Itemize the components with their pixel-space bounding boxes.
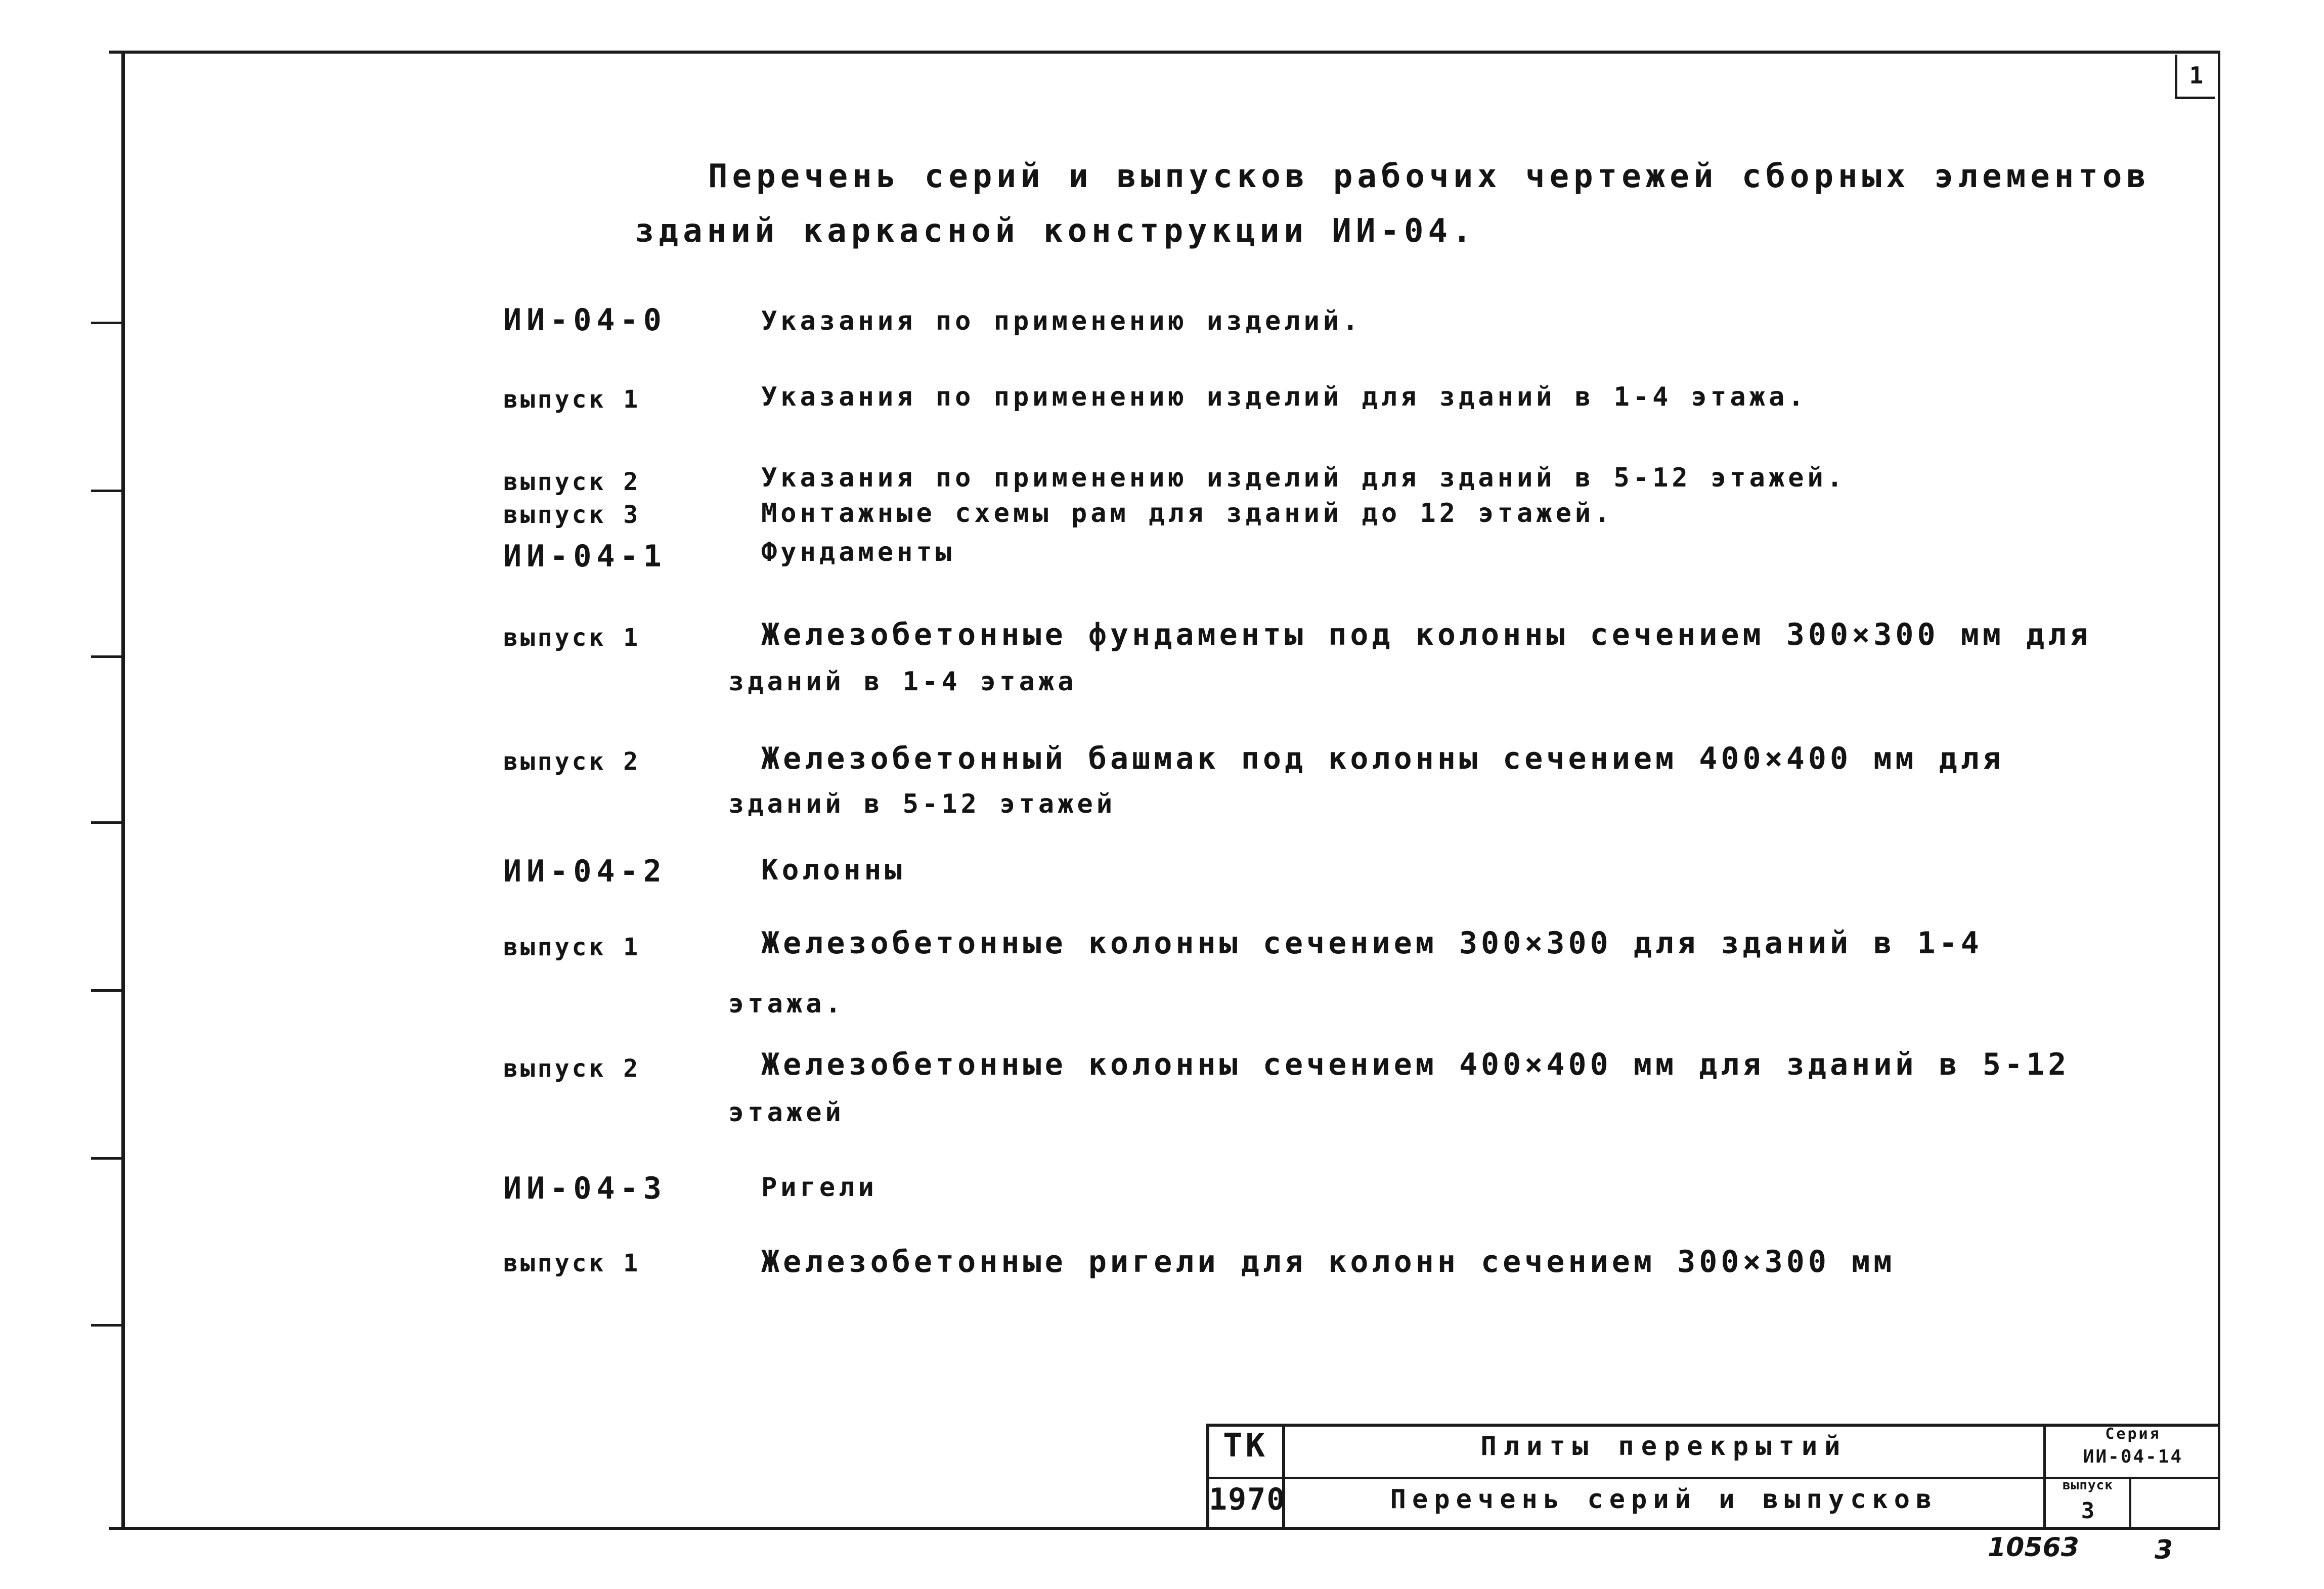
entry-description: Монтажные схемы рам для зданий до 12 этажей.	[761, 498, 1614, 528]
issue-value: 3	[2081, 1498, 2095, 1524]
title-block-divider	[2043, 1424, 2046, 1530]
entry-code: выпуск 1	[503, 1249, 641, 1277]
entry-description: Указания по применению изделий для зданий в 5-12 этажей.	[761, 463, 1847, 493]
entry-description: Железобетонный башмак под колонны сечением 400×400 мм для	[761, 741, 2005, 776]
margin-tick	[91, 490, 122, 492]
entry-description: Железобетонные колонны сечением 400×400 мм для зданий в 5-12	[761, 1047, 2070, 1082]
drawing-name: Плиты перекрытий	[1480, 1431, 1848, 1462]
entry-code: выпуск 2	[503, 1054, 641, 1083]
drawing-frame	[121, 51, 2220, 1530]
margin-tick	[91, 1324, 122, 1327]
margin-tick	[91, 989, 122, 992]
entry-description-continued: зданий в 5-12 этажей	[728, 789, 1116, 819]
entry-description: Железобетонные фундаменты под колонны сечением 300×300 мм для	[761, 617, 2092, 652]
frame-top-rule	[109, 51, 124, 54]
entry-code: выпуск 3	[503, 501, 641, 529]
entry-description: Железобетонные колонны сечением 300×300 для зданий в 1-4	[761, 925, 1983, 961]
series-label: Серия	[2105, 1425, 2161, 1443]
entry-description-continued: этажа.	[728, 989, 845, 1019]
entry-code: выпуск 1	[503, 933, 641, 961]
page-title-line-2: зданий каркасной конструкции ИИ-04.	[635, 212, 1476, 250]
entry-description-continued: этажей	[728, 1097, 845, 1128]
entry-description-continued: зданий в 1-4 этажа	[728, 667, 1077, 697]
title-block-divider	[2129, 1477, 2220, 1530]
margin-tick	[91, 821, 122, 824]
entry-code: выпуск 1	[503, 385, 641, 414]
drawing-year: 1970	[1209, 1482, 1286, 1517]
entry-code: ИИ-04-1	[503, 539, 667, 574]
entry-code: ИИ-04-2	[503, 854, 667, 889]
entry-description: Железобетонные ригели для колонн сечением 300×300 мм	[761, 1244, 1896, 1279]
series-value: ИИ-04-14	[2083, 1446, 2183, 1467]
entry-description: Ригели	[761, 1172, 878, 1203]
sheet-number: 1	[2175, 55, 2215, 99]
margin-tick	[91, 322, 122, 324]
entry-description: Колонны	[761, 854, 906, 887]
entry-description: Указания по применению изделий для зданий в 1-4 этажа.	[761, 382, 1808, 412]
margin-tick	[91, 1157, 122, 1160]
sheet-title: Перечень серий и выпусков	[1390, 1484, 1938, 1515]
entry-code: ИИ-04-3	[503, 1171, 667, 1206]
entry-code: ИИ-04-0	[503, 302, 667, 338]
margin-tick	[91, 655, 122, 658]
entry-code: выпуск 1	[503, 624, 641, 652]
frame-bottom-rule	[109, 1527, 124, 1530]
page-title-line-1: Перечень серий и выпусков рабочих чертежей сборных элементов	[708, 158, 2151, 195]
entry-code: выпуск 2	[503, 747, 641, 776]
page-stamp: 3	[2155, 1535, 2173, 1565]
issue-label: выпуск	[2063, 1478, 2113, 1493]
org-code: ТК	[1222, 1427, 1268, 1465]
entry-code: выпуск 2	[503, 468, 641, 496]
entry-description: Фундаменты	[761, 537, 955, 567]
entry-description: Указания по применению изделий.	[761, 306, 1362, 336]
inventory-number: 10563	[1988, 1532, 2079, 1563]
